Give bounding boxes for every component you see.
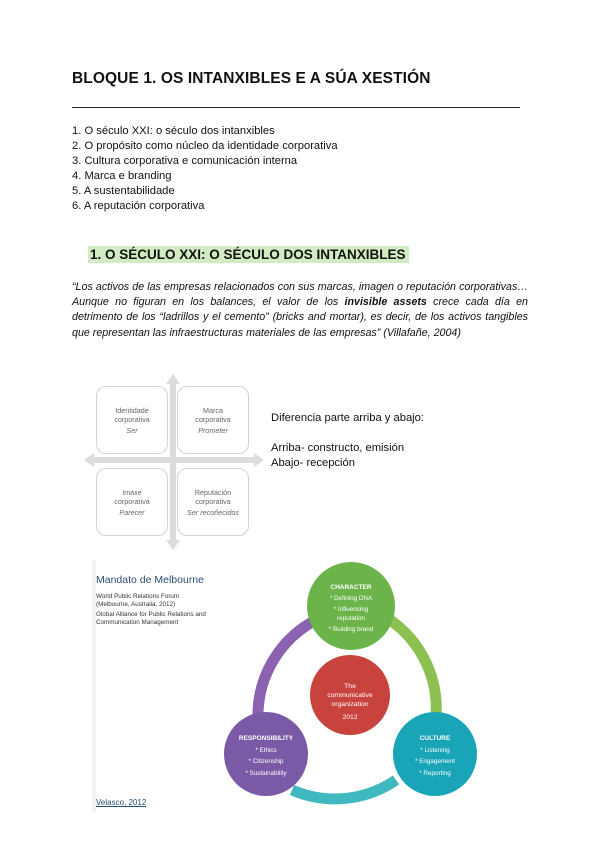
culture-item: * Reporting bbox=[419, 770, 451, 777]
figure-source-line: World Public Relations Forum bbox=[96, 593, 180, 600]
box-label: Marca bbox=[203, 405, 223, 415]
section-heading: 1. O SÉCULO XXI: O SÉCULO DOS INTANXIBLES bbox=[88, 246, 409, 263]
quote-emphasis: invisible assets bbox=[344, 296, 427, 309]
note-line: Diferencia parte arriba y abajo: bbox=[271, 412, 424, 424]
responsibility-item: * Sustainability bbox=[245, 770, 287, 777]
culture-item: * Listening bbox=[420, 747, 450, 754]
character-title: CHARACTER bbox=[330, 584, 372, 591]
note-line: Abajo- recepción bbox=[271, 457, 355, 469]
ring-arc-teal bbox=[292, 780, 396, 799]
figure-source-line: (Melbourne, Australia, 2012) bbox=[96, 601, 176, 608]
figure-title: Mandato de Melbourne bbox=[96, 574, 204, 586]
box-label: Imaxe bbox=[122, 487, 142, 497]
box-label: corporativa bbox=[195, 496, 231, 506]
center-year: 2012 bbox=[342, 714, 358, 721]
responsibility-item: * Citizenship bbox=[248, 758, 284, 765]
center-text: The bbox=[344, 683, 356, 690]
quote-text-end: crece cada día en detrimento de los “ladrillos y el cemento” (bricks and mortar), es decir, de los activos tangibles que representan las infraestructuras materiales de las empresas” (Villafañe, 2004) bbox=[72, 296, 529, 339]
toc-item: 5. A sustentabilidade bbox=[72, 184, 175, 197]
box-verb: Ser bbox=[126, 425, 138, 435]
box-label: corporativa bbox=[114, 414, 150, 424]
toc-item: 4. Marca e branding bbox=[72, 169, 172, 182]
figure-source-line: Communication Management bbox=[96, 619, 179, 626]
toc-item: 1. O século XXI: o século dos intanxibles bbox=[72, 125, 275, 137]
character-item: * Defining DNA bbox=[329, 595, 373, 602]
character-item: * Building brand bbox=[328, 626, 374, 633]
box-verb: Parecer bbox=[119, 507, 145, 517]
responsibility-node bbox=[224, 712, 308, 796]
culture-title: CULTURE bbox=[419, 735, 451, 742]
responsibility-title: RESPONSIBILITY bbox=[238, 735, 294, 742]
character-item: reputation bbox=[336, 615, 366, 622]
responsibility-item: * Ethics bbox=[255, 747, 277, 754]
ring-arc-green bbox=[384, 616, 436, 716]
center-text: organization bbox=[331, 701, 369, 708]
culture-node bbox=[393, 712, 477, 796]
box-label: Reputación bbox=[194, 487, 232, 497]
box-verb: Ser recoñecidos bbox=[187, 507, 239, 517]
box-label: corporativa bbox=[114, 496, 150, 506]
box-label: corporativa bbox=[195, 414, 231, 424]
page-title: BLOQUE 1. OS INTANXIBLES E A SÚA XESTIÓN bbox=[72, 70, 431, 87]
note-line: Arriba- constructo, emisión bbox=[271, 442, 405, 454]
quote-text-start: “Los activos de las empresas relacionados con sus marcas, imagen o reputación corporativas… Aunque no figuran en los balances, el valor de los bbox=[72, 281, 528, 309]
culture-item: * Engagement bbox=[415, 758, 455, 765]
box-label: Identidade bbox=[115, 405, 149, 415]
toc-item: 6. A reputación corporativa bbox=[72, 199, 205, 212]
center-text: communicative bbox=[327, 692, 373, 699]
figure-source-line: Global Alliance for Public Relations and bbox=[96, 611, 206, 618]
toc-item: 2. O propósito como núcleo da identidade corporativa bbox=[72, 139, 338, 152]
ring-arc-purple bbox=[258, 618, 320, 718]
figure-citation: Velasco, 2012 bbox=[96, 798, 147, 807]
toc-item: 3. Cultura corporativa e comunicación interna bbox=[72, 154, 298, 167]
box-verb: Prometer bbox=[198, 425, 228, 435]
character-item: * Influencing bbox=[333, 606, 369, 613]
